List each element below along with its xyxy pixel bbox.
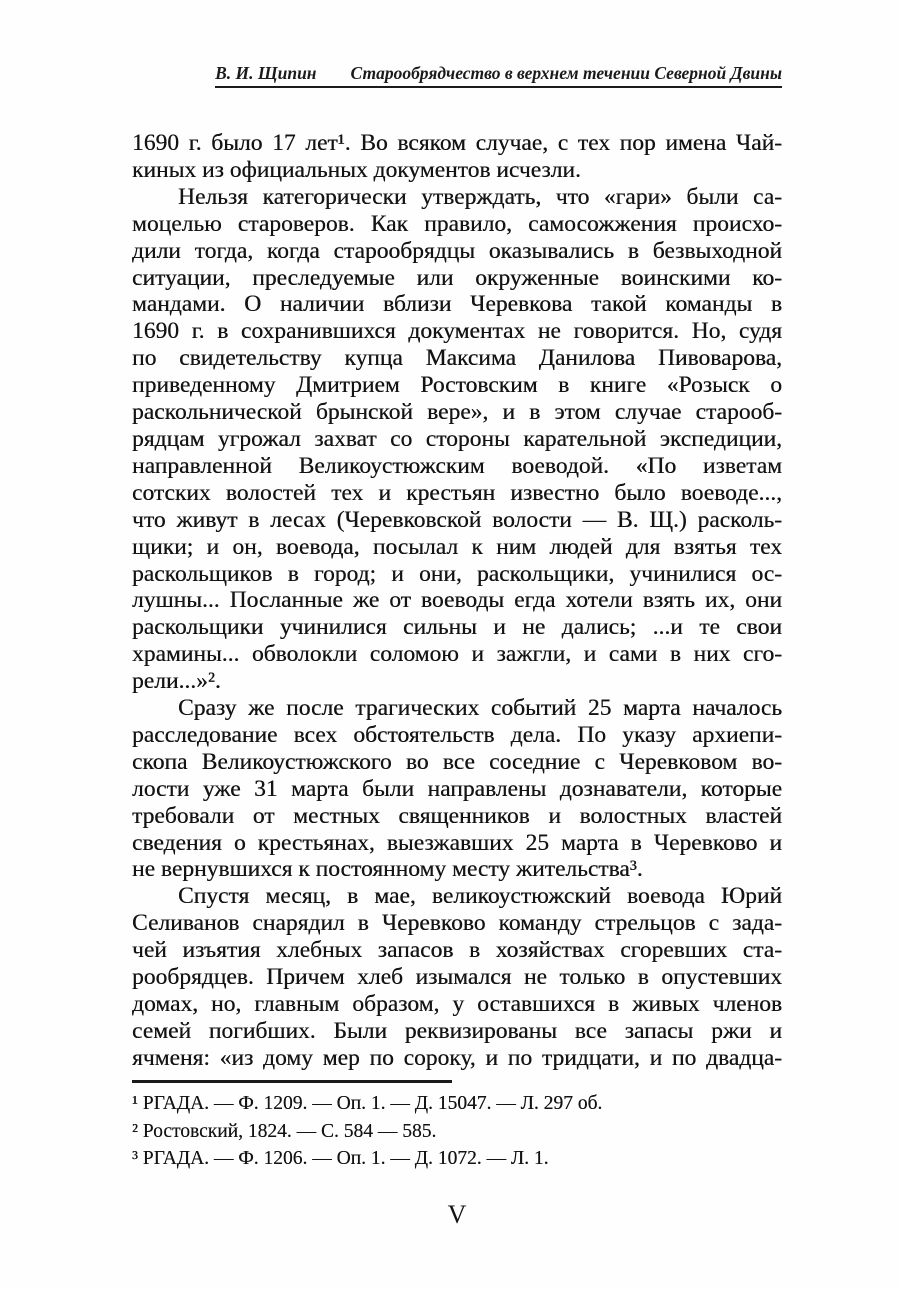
text-line: раскольщиков в город; и они, раскольщики, учинилися ос- (132, 560, 782, 587)
text-line: Селиванов снарядил в Черевково команду стрельцов с зада- (132, 910, 782, 937)
text-line: сотских волостей тех и крестьян известно было воеводе..., (132, 479, 782, 506)
text-line: ситуации, преследуемые или окруженные воинскими ко- (132, 264, 782, 291)
footnotes (132, 1090, 782, 1173)
text-line: лушны... Посланные же от воеводы егда хотели взять их, они (132, 587, 782, 614)
text-line: храмины... обволокли соломою и зажгли, и сами в них сго- (132, 641, 782, 668)
text-line: лости уже 31 марта были направлены дознаватели, которые (132, 775, 782, 802)
text-line: Спустя месяц, в мае, великоустюжский воевода Юрий (178, 883, 782, 910)
footnote: ³ РГАДА. — Ф. 1206. — Оп. 1. — Д. 1072. — Л. 1. (132, 1148, 549, 1169)
header-author: В. И. Щипин (215, 63, 317, 83)
text-line: 1690 г. было 17 лет¹. Во всяком случае, с тех пор имена Чай- (132, 130, 782, 156)
text-line: рядцам угрожал захват со стороны карательной экспедиции, (132, 425, 782, 452)
page-number: V (447, 1200, 467, 1229)
text-line: ячменя: «из дому мер по сороку, и по тридцати, и по двадца- (132, 1044, 782, 1071)
header-underline (215, 62, 782, 88)
text-line: 1690 г. в сохранившихся документах не говорится. Но, судя (132, 318, 782, 345)
text-line: киных из официальных документов исчезли. (132, 156, 581, 183)
text-line: домах, но, главным образом, у оставшихся в живых членов (132, 991, 782, 1017)
text-line: расследование всех обстоятельств дела. По указу архиепи- (132, 721, 782, 748)
text-line: по свидетельству купца Максима Данилова Пивоварова, (132, 345, 782, 372)
text-line: чей изъятия хлебных запасов в хозяйствах сгоревших ста- (132, 937, 782, 964)
text-line: семей погибших. Были реквизированы все запасы ржи и (132, 1017, 782, 1044)
header-title: Старообрядчество в верхнем течении Северной Двины (350, 63, 782, 83)
text-line: направленной Великоустюжским воеводой. «По изветам (132, 452, 782, 479)
text-line: требовали от местных священников и волостных властей (132, 802, 782, 829)
text-line: скопа Великоустюжского во все соседние с Черевковом во- (132, 748, 782, 775)
footnote: ² Ростовский, 1824. — С. 584 — 585. (132, 1120, 437, 1142)
text-line: приведенному Дмитрием Ростовским в книге «Розыск о (132, 372, 782, 399)
text-line: мандами. О наличии вблизи Черевкова такой команды в (132, 291, 782, 318)
text-line: Нельзя категорически утверждать, что «гари» были са- (178, 183, 782, 210)
paragraph (132, 883, 782, 1071)
paragraph (132, 695, 782, 883)
text-line: моцелью староверов. Как правило, самосожжения происхо- (132, 210, 782, 237)
paragraph (132, 130, 782, 184)
text-line: сведения о крестьянах, выезжавших 25 марта в Черевково и (132, 829, 782, 856)
body-text (132, 130, 782, 1072)
text-line: Сразу же после трагических событий 25 марта началось (178, 695, 782, 722)
running-header (132, 62, 782, 88)
footnote-separator (132, 1080, 452, 1083)
text-line: дили тогда, когда старообрядцы оказывались в безвыходной (132, 237, 782, 264)
text-line: рообрядцев. Причем хлеб изымался не только в опустевших (132, 964, 782, 991)
footnote: ¹ РГАДА. — Ф. 1209. — Оп. 1. — Д. 15047. — Л. 297 об. (132, 1093, 603, 1114)
text-line: не вернувшихся к постоянному месту жительства³. (132, 856, 643, 883)
text-line: раскольщики учинилися сильны и не дались; ...и те свои (132, 614, 782, 641)
paragraph (132, 184, 782, 695)
text-line: рели...»². (132, 668, 221, 695)
text-line: раскольнической брынской вере», и в этом случае старооб- (132, 399, 782, 426)
text-line: щики; и он, воевода, посылал к ним людей для взятья тех (132, 533, 782, 560)
text-line: что живут в лесах (Черевковской волости — В. Щ.) расколь- (132, 506, 782, 533)
